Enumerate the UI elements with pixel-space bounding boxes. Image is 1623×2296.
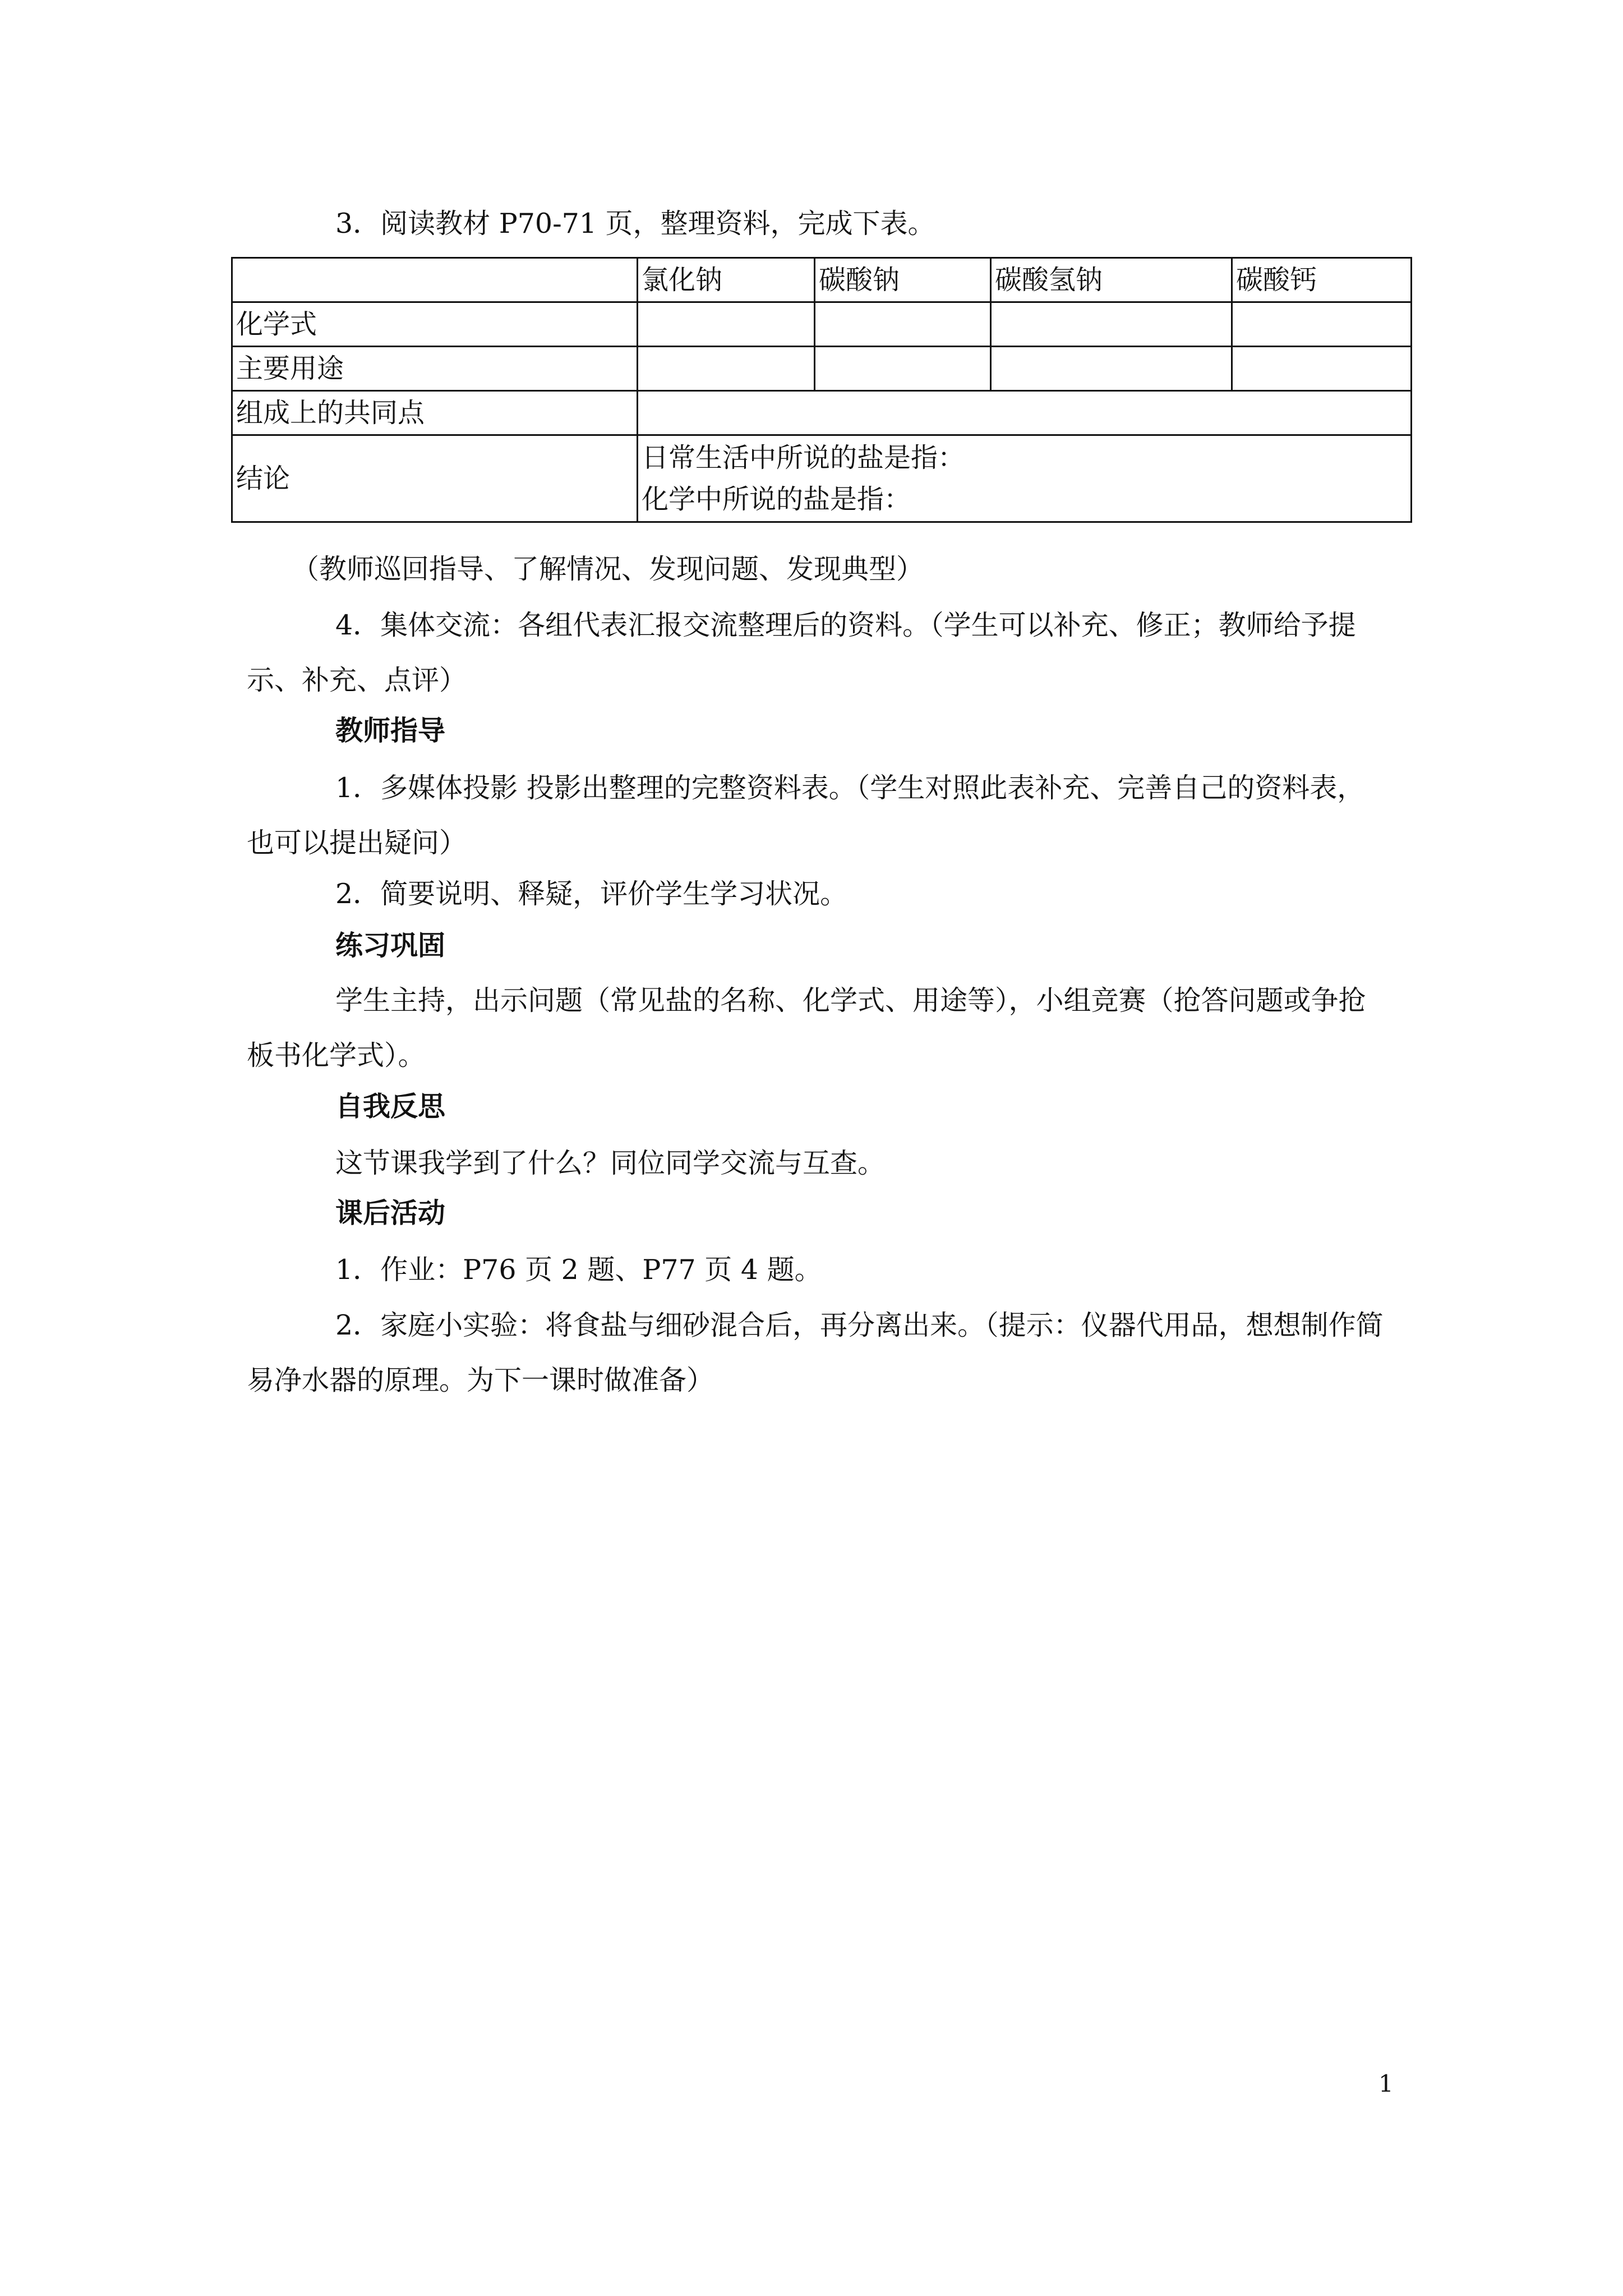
teacher-note: （教师巡回指导、了解情况、发现问题、发现典型） <box>292 553 924 585</box>
table-cell <box>991 302 1232 347</box>
heading-practice: 练习巩固 <box>335 930 446 961</box>
guidance-item-2: 2．简要说明、释疑，评价学生学习状况。 <box>335 878 848 910</box>
table-cell <box>638 347 815 391</box>
conclusion-cell <box>638 435 1412 522</box>
after-class-item-2: 2．家庭小实验：将食盐与细砂混合后，再分离出来。（提示：仪器代用品，想想制作简易净水器的原理。为下一课时做准备） <box>247 1309 1384 1396</box>
table-cell <box>638 391 1412 435</box>
table-row <box>232 347 1412 391</box>
table-cell <box>1232 347 1412 391</box>
table-row <box>232 391 1412 435</box>
table-cell <box>815 302 991 347</box>
paragraph-4: 4．集体交流：各组代表汇报交流整理后的资料。（学生可以补充、修正；教师给予提示、补充、点评） <box>247 609 1356 696</box>
row-label-conclusion: 结论 <box>232 435 638 522</box>
row-label-use: 主要用途 <box>232 347 638 391</box>
reflection-text: 这节课我学到了什么？同位同学交流与互查。 <box>335 1147 886 1179</box>
row-label-common: 组成上的共同点 <box>232 391 638 435</box>
conclusion-line-2: 化学中所说的盐是指： <box>642 484 911 515</box>
table-header-caco3: 碳酸钙 <box>1232 258 1412 302</box>
table-row <box>232 302 1412 347</box>
table-cell <box>815 347 991 391</box>
table-cell <box>991 347 1232 391</box>
table-header-nahco3: 碳酸氢钠 <box>991 258 1232 302</box>
conclusion-line-1: 日常生活中所说的盐是指： <box>642 442 965 473</box>
table-header-row <box>232 258 1412 302</box>
intro-line: 3．阅读教材 P70-71 页，整理资料，完成下表。 <box>335 208 935 240</box>
row-label-formula: 化学式 <box>232 302 638 347</box>
heading-reflection: 自我反思 <box>335 1091 446 1122</box>
page-number: 1 <box>1378 2070 1394 2097</box>
table-cell <box>1232 302 1412 347</box>
guidance-item-1: 1．多媒体投影 投影出整理的完整资料表。（学生对照此表补充、完善自己的资料表，也可以提出疑问） <box>247 772 1365 859</box>
heading-after-class: 课后活动 <box>335 1197 446 1229</box>
after-class-item-1: 1．作业：P76 页 2 题、P77 页 4 题。 <box>335 1254 822 1286</box>
salt-table <box>231 257 1412 523</box>
table-header-nacl: 氯化钠 <box>638 258 815 302</box>
table-header-na2co3: 碳酸钠 <box>815 258 991 302</box>
practice-text: 学生主持，出示问题（常见盐的名称、化学式、用途等），小组竞赛（抢答问题或争抢板书化学式）。 <box>247 984 1366 1071</box>
table-row <box>232 435 1412 522</box>
heading-teacher-guidance: 教师指导 <box>335 715 446 747</box>
table-cell <box>638 302 815 347</box>
table-cell <box>232 258 638 302</box>
